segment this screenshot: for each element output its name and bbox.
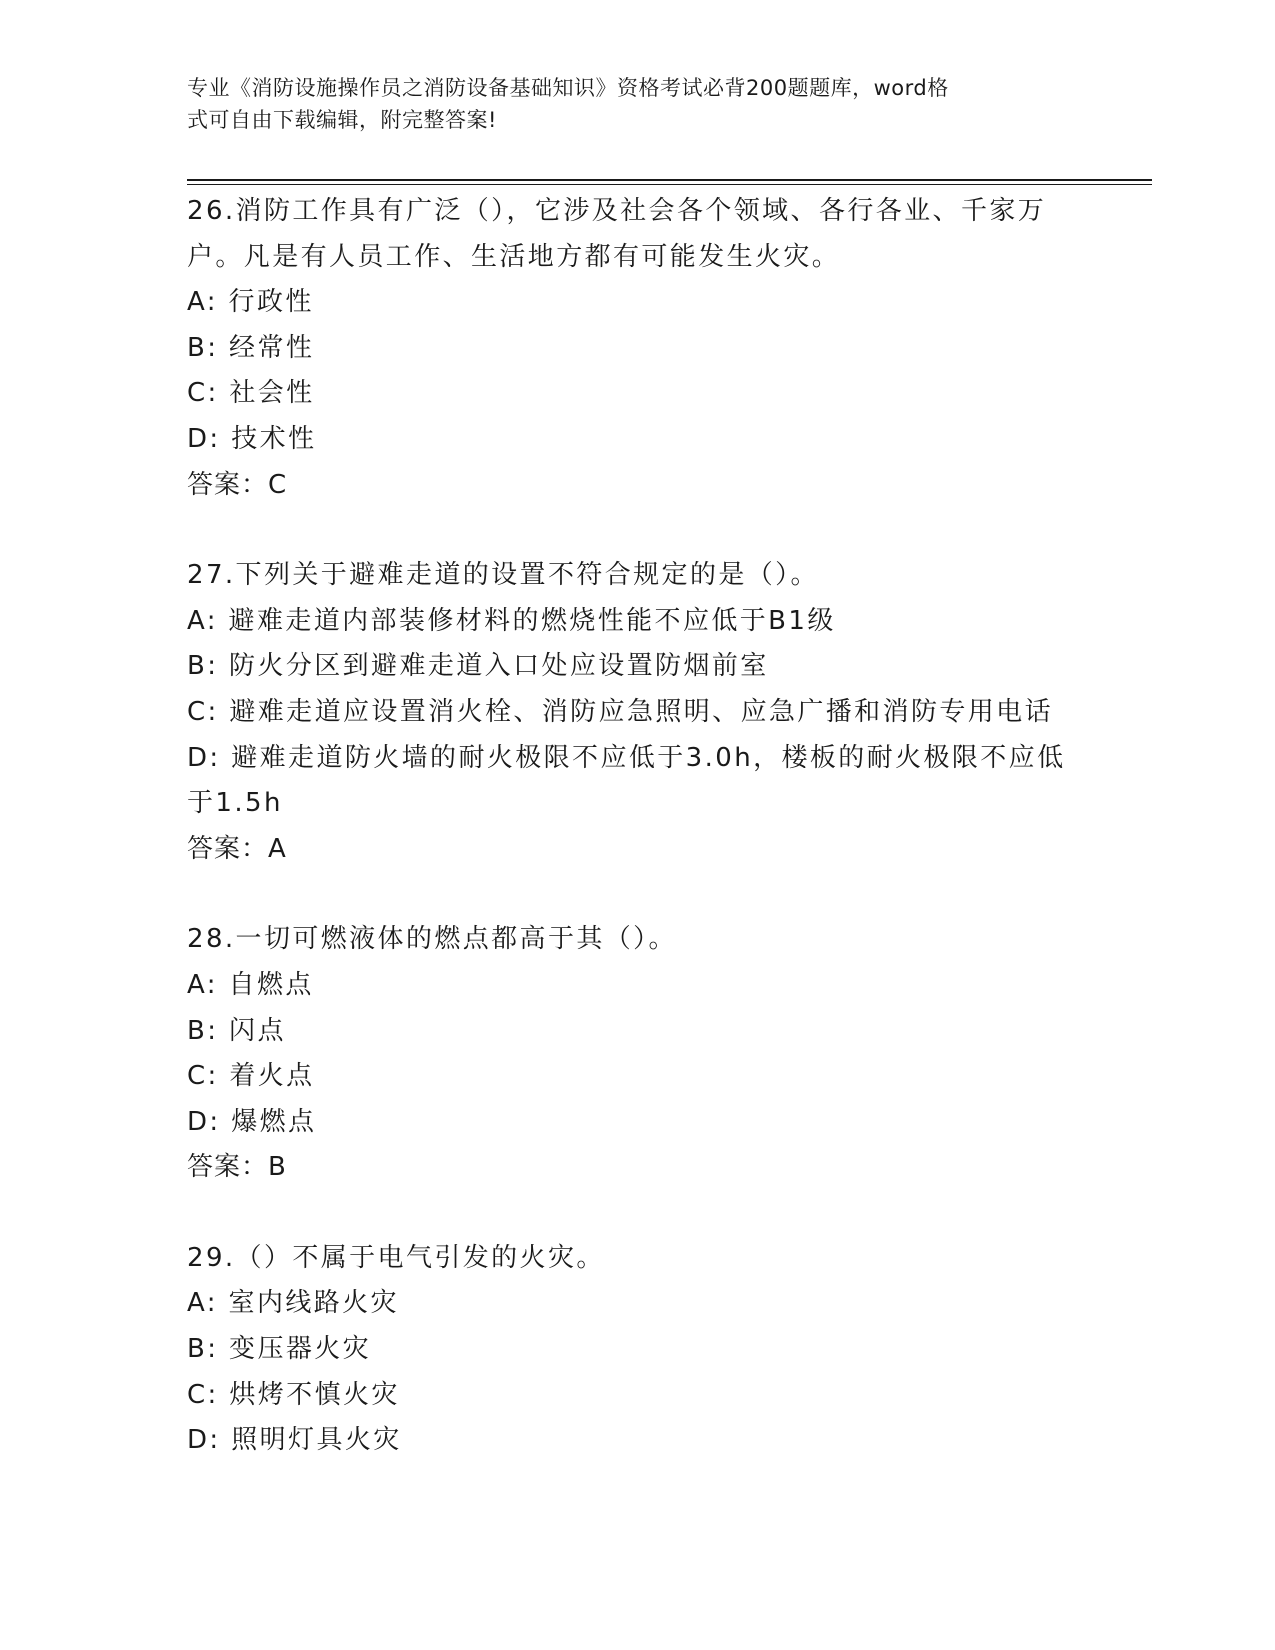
question-list [187,189,1087,1464]
header-line-2: 式可自由下载编辑，附完整答案! [187,108,497,132]
question-stem: 29.（）不属于电气引发的火灾。 [187,1242,605,1273]
spacer [187,1191,1087,1236]
header-divider-thick [187,179,1152,181]
option-d: D: 爆燃点 [187,1106,317,1137]
option-a: A: 行政性 [187,287,314,318]
option-c: C: 烘烤不慎火灾 [187,1379,400,1410]
spacer [187,508,1087,553]
option-b: B: 变压器火灾 [187,1334,372,1365]
option-b: B: 闪点 [187,1015,286,1046]
option-d: D: 照明灯具火灾 [187,1425,402,1456]
option-c: C: 着火点 [187,1061,315,1092]
option-d: D: 技术性 [187,423,317,454]
option-a: A: 自燃点 [187,969,314,1000]
option-d-continued: 于1.5h [187,788,283,819]
option-c: C: 社会性 [187,378,315,409]
question-27 [187,553,1087,872]
question-stem: 26.消防工作具有广泛（），它涉及社会各个领域、各行各业、千家万 [187,196,1047,226]
question-stem: 28.一切可燃液体的燃点都高于其（）。 [187,924,677,955]
question-26 [187,189,1087,508]
option-d: D: 避难走道防火墙的耐火极限不应低于3.0h，楼板的耐火极限不应低 [187,742,1066,773]
question-stem: 27.下列关于避难走道的设置不符合规定的是（）。 [187,560,819,591]
option-c: C: 避难走道应设置消火栓、消防应急照明、应急广播和消防专用电话 [187,696,1053,727]
option-a: A: 室内线路火灾 [187,1288,399,1319]
header-divider-thin [187,184,1152,185]
question-29 [187,1236,1087,1464]
spacer [187,872,1087,917]
answer-line: 答案：C [187,469,288,500]
document-header [187,72,1067,136]
question-28 [187,917,1087,1191]
header-line-1: 专业《消防设施操作员之消防设备基础知识》资格考试必背200题题库，word格 [187,76,949,100]
question-stem-continued: 户。凡是有人员工作、生活地方都有可能发生火灾。 [187,241,841,272]
option-b: B: 经常性 [187,332,315,363]
option-b: B: 防火分区到避难走道入口处应设置防烟前室 [187,651,769,682]
option-a: A: 避难走道内部装修材料的燃烧性能不应低于B1级 [187,605,836,636]
answer-line: 答案：A [187,833,287,864]
answer-line: 答案：B [187,1152,287,1183]
